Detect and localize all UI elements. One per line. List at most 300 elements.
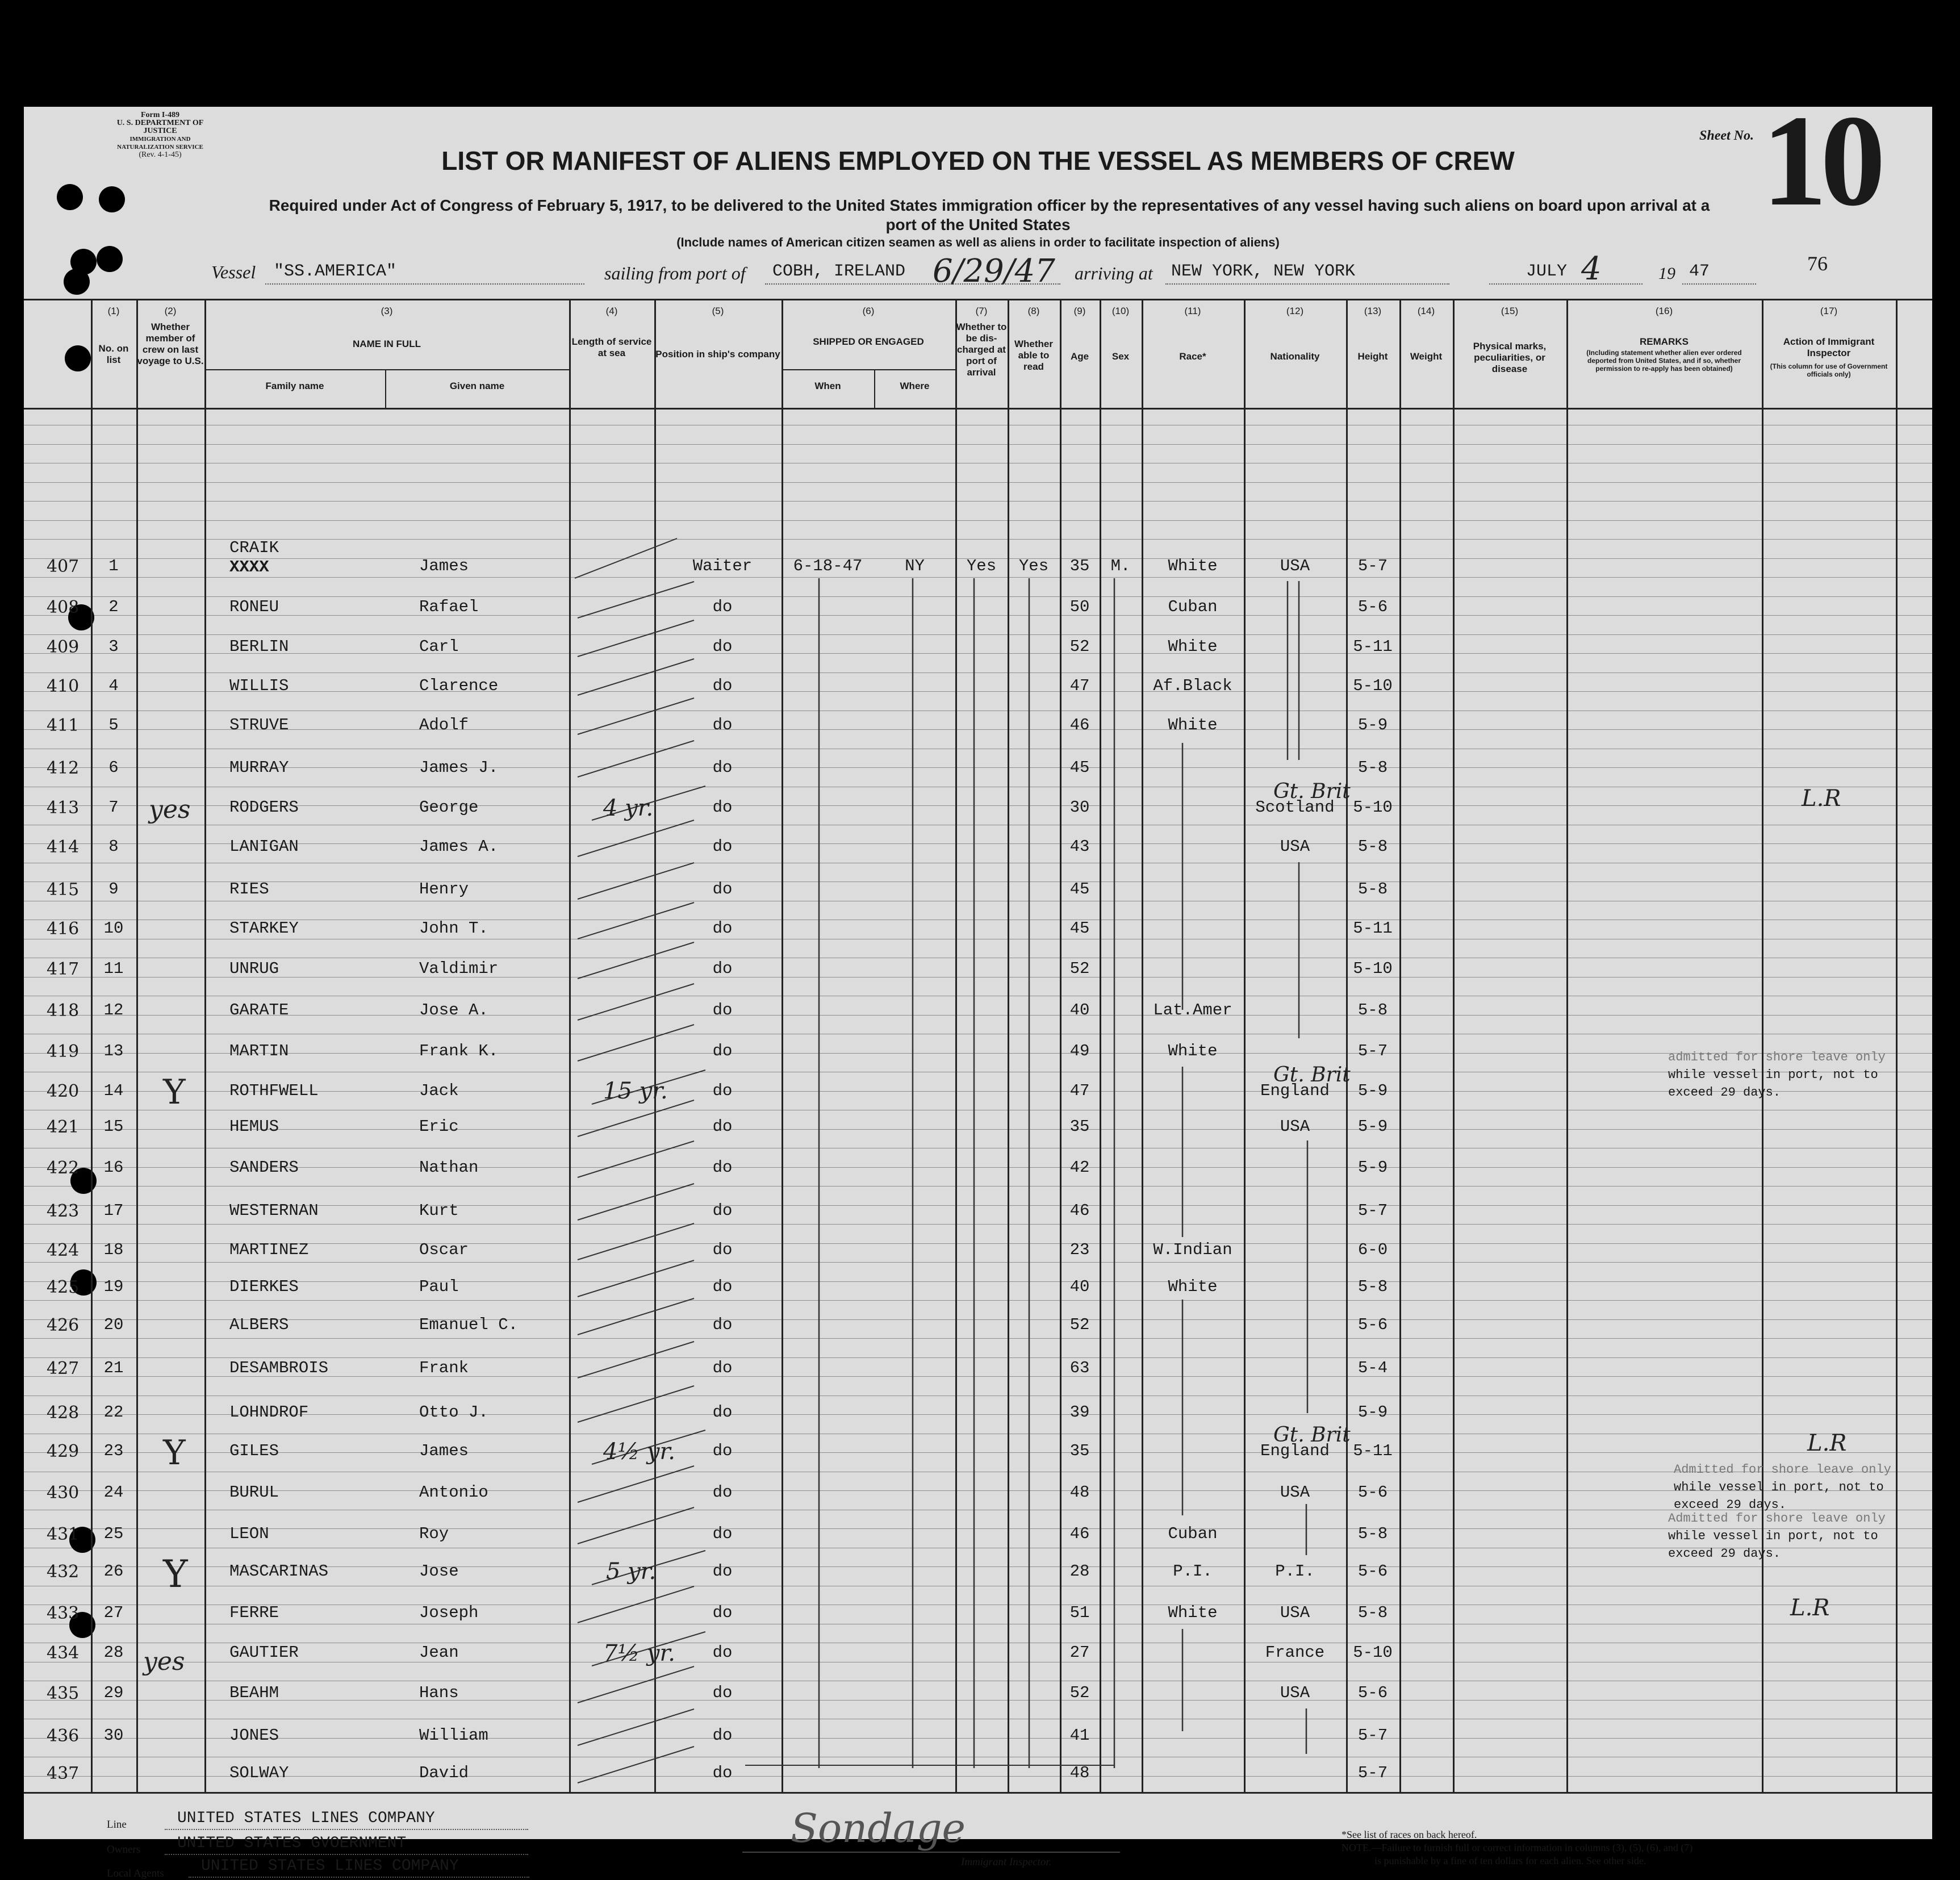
remarks-line: while vessel in port, not to [1674, 1480, 1884, 1494]
given-name: Jack [419, 1081, 459, 1100]
age: 47 [1069, 676, 1090, 695]
col-5-header: Position in ship's company [655, 349, 780, 360]
position: do [712, 1683, 733, 1702]
family-name: SANDERS [229, 1158, 299, 1177]
hw-service-23: 4½ yr. [603, 1439, 675, 1465]
age: 35 [1069, 1117, 1090, 1136]
family-name: DESAMBROIS [229, 1359, 329, 1377]
given-name: John T. [419, 919, 488, 938]
family-name: RONEU [229, 598, 279, 616]
race: White [1168, 637, 1218, 656]
hw-service-7: 4 yr. [603, 795, 654, 821]
penalty-note-2: is punishable by a fine of ten dollars for each alien. See other side. [1374, 1855, 1646, 1866]
family-name: LANIGAN [229, 837, 299, 856]
given-name: James [419, 557, 469, 575]
arrival-month: JULY [1526, 262, 1568, 281]
col-3-num: (3) [381, 306, 393, 316]
height: 5-11 [1353, 637, 1393, 656]
form-number: Form I-489 [140, 111, 180, 119]
family-name: BURUL [229, 1483, 279, 1502]
remarks-line: exceed 29 days. [1668, 1547, 1781, 1561]
family-name: FERRE [229, 1603, 279, 1622]
family-name: WESTERNAN [229, 1201, 319, 1220]
position: do [712, 1764, 733, 1782]
given-name-header: Given name [449, 381, 505, 391]
col-8-header: Whether able to read [1014, 339, 1053, 372]
page-stamp: 76 [1807, 252, 1828, 275]
given-name: Clarence [419, 676, 499, 695]
col-2-header: Whether member of crew on last voyage to U.S. [137, 321, 204, 366]
given-name: Jean [419, 1643, 459, 1662]
line-value: UNITED STATES LINES COMPANY [177, 1810, 435, 1827]
col-6-header: SHIPPED OR ENGAGED [813, 336, 924, 347]
position: do [712, 1240, 733, 1259]
height: 5-6 [1357, 1483, 1388, 1502]
dotted-rule [189, 1877, 529, 1878]
arrival-day: 4 [1581, 250, 1602, 287]
position: do [712, 1001, 733, 1020]
list-number: 16 [103, 1158, 124, 1177]
position: do [712, 1726, 733, 1745]
vessel-label: Vessel [211, 262, 256, 282]
col-4-header: Length of service at sea [571, 336, 652, 358]
list-number: 10 [103, 919, 124, 938]
col-1-num: (1) [107, 306, 120, 316]
given-name: James A. [419, 837, 499, 856]
hw-service-14: 15 yr. [603, 1078, 668, 1104]
page-line-ref: 425 [47, 1277, 80, 1297]
page-line-ref: 408 [47, 598, 80, 617]
list-number: 11 [103, 959, 124, 978]
given-name: William [419, 1726, 488, 1745]
height: 5-9 [1357, 716, 1388, 734]
age: 45 [1069, 880, 1090, 899]
remarks-line: admitted for shore leave only [1668, 1050, 1886, 1064]
age: 41 [1069, 1726, 1090, 1745]
age: 28 [1069, 1562, 1090, 1581]
age: 45 [1069, 758, 1090, 777]
list-number: 22 [103, 1403, 124, 1422]
position: do [712, 1562, 733, 1581]
given-name: Nathan [419, 1158, 479, 1177]
given-name: Oscar [419, 1240, 469, 1259]
family-name: ALBERS [229, 1315, 289, 1334]
page-line-ref: 429 [47, 1442, 80, 1461]
family-name: HEMUS [229, 1117, 279, 1136]
list-number: 24 [103, 1483, 124, 1502]
given-name: Carl [419, 637, 459, 656]
nationality: England [1260, 1081, 1330, 1100]
list-number: 2 [108, 598, 119, 616]
given-name: Kurt [419, 1201, 459, 1220]
remarks-line: Admitted for shore leave only [1674, 1463, 1891, 1477]
subtitle-2: port of the United States [885, 216, 1071, 233]
position: do [712, 1403, 733, 1422]
able-to-read: Yes [1018, 557, 1049, 575]
page-line-ref: 420 [47, 1081, 80, 1101]
page-line-ref: 433 [47, 1603, 80, 1623]
owners-value: UNITED STATES GVOERNMENT [177, 1835, 407, 1852]
height: 5-7 [1357, 1042, 1388, 1060]
col-16-num: (16) [1655, 306, 1673, 316]
nationality: USA [1280, 1603, 1310, 1622]
list-number: 6 [108, 758, 119, 777]
height: 5-10 [1353, 798, 1393, 817]
hw-yes-28: yes [143, 1647, 185, 1676]
service-name: IMMIGRATION AND NATURALIZATION SERVICE [117, 136, 203, 151]
sheet-label: Sheet No. [1699, 128, 1754, 143]
col-12-num: (12) [1286, 306, 1304, 316]
agents-label: Local Agents [107, 1868, 164, 1879]
page-line-ref: 426 [47, 1315, 80, 1335]
height: 5-9 [1357, 1403, 1388, 1422]
family-name: JONES [229, 1726, 279, 1745]
age: 45 [1069, 919, 1090, 938]
race: Cuban [1168, 598, 1218, 616]
age: 52 [1069, 1315, 1090, 1334]
family-name: GILES [229, 1442, 279, 1460]
given-name: Frank [419, 1359, 469, 1377]
table-bottom-rule [24, 1792, 1932, 1794]
col-16-subheader: (Including statement whether alien ever ordered deported from United States, and if so, whether permission to re-apply has been obtained) [1586, 349, 1742, 373]
position: do [712, 758, 733, 777]
hw-y-26: Y [163, 1552, 188, 1596]
height: 5-9 [1357, 1081, 1388, 1100]
age: 43 [1069, 837, 1090, 856]
hw-inspector-27: L.R [1790, 1595, 1830, 1621]
age: 40 [1069, 1001, 1090, 1020]
col-4-num: (4) [605, 306, 618, 316]
family-name: CRAIK [229, 538, 279, 557]
hw-nationality-14: Gt. Brit [1273, 1063, 1351, 1087]
given-name: Eric [419, 1117, 459, 1136]
hw-inspector-7: L.R [1802, 786, 1841, 812]
page-line-ref: 421 [47, 1117, 80, 1137]
remarks-stamp-3 [1668, 1510, 1886, 1563]
nationality: USA [1280, 557, 1310, 575]
agents-value: UNITED STATES LINES COMPANY [201, 1857, 459, 1875]
position: do [712, 1201, 733, 1220]
col-17-subheader: (This column for use of Government officials only) [1770, 362, 1888, 378]
family-name: WILLIS [229, 676, 289, 695]
list-number: 20 [103, 1315, 124, 1334]
height: 5-8 [1357, 837, 1388, 856]
page-line-ref: 411 [47, 716, 80, 736]
col-15-header: Physical marks, peculiarities, or disease [1473, 341, 1547, 374]
col-14-header: Weight [1410, 351, 1443, 362]
height: 5-8 [1357, 880, 1388, 899]
race: White [1168, 716, 1218, 734]
col-2-num: (2) [164, 306, 177, 316]
dotted-rule [165, 1854, 528, 1855]
age: 50 [1069, 598, 1090, 616]
list-number: 27 [103, 1603, 124, 1622]
given-name: Jose [419, 1562, 459, 1581]
given-name: Antonio [419, 1483, 488, 1502]
sheet-number: 10 [1762, 88, 1879, 233]
race: Af.Black [1153, 676, 1232, 695]
subtitle-3: (Include names of American citizen seamen as well as aliens in order to facilitate inspection of aliens) [676, 235, 1280, 249]
height: 5-10 [1353, 959, 1393, 978]
arriving-label: arriving at [1075, 263, 1153, 283]
given-name: James [419, 1442, 469, 1460]
age: 42 [1069, 1158, 1090, 1177]
height: 5-7 [1357, 1726, 1388, 1745]
given-name: Rafael [419, 598, 479, 616]
list-number: 17 [103, 1201, 124, 1220]
col-11-header: Race* [1179, 351, 1206, 362]
position: do [712, 1042, 733, 1060]
age: 52 [1069, 637, 1090, 656]
page-line-ref: 424 [47, 1240, 80, 1260]
list-number: 12 [103, 1001, 124, 1020]
family-name-header: Family name [265, 381, 324, 391]
list-number: 8 [108, 837, 119, 856]
position: do [712, 1359, 733, 1377]
remarks-line: exceed 29 days. [1668, 1085, 1781, 1100]
list-number: 5 [108, 716, 119, 734]
penalty-note: NOTE.—Failure to furnish full or correct information in columns (3), (5), (6), and (7) [1342, 1842, 1693, 1853]
family-name: ROTHFWELL [229, 1081, 319, 1100]
page-line-ref: 407 [47, 557, 80, 576]
position: do [712, 1483, 733, 1502]
revision: (Rev. 4-1-45) [139, 151, 182, 159]
col-15-num: (15) [1501, 306, 1519, 316]
family-name: DIERKES [229, 1277, 299, 1296]
list-number: 25 [103, 1524, 124, 1543]
remarks-line: exceed 29 days. [1674, 1498, 1787, 1512]
height: 5-11 [1353, 919, 1393, 938]
position: Waiter [692, 557, 753, 575]
family-name: MURRAY [229, 758, 289, 777]
position: do [712, 1603, 733, 1622]
family-name: SOLWAY [229, 1764, 289, 1782]
age: 49 [1069, 1042, 1090, 1060]
age: 35 [1069, 557, 1090, 575]
position: do [712, 837, 733, 856]
list-number: 30 [103, 1726, 124, 1745]
struck-family-name: XXXX [229, 558, 269, 576]
race: White [1168, 1042, 1218, 1060]
list-number: 1 [108, 557, 119, 575]
col-10-num: (10) [1111, 306, 1130, 316]
race: Cuban [1168, 1524, 1218, 1543]
page-line-ref: 409 [47, 637, 80, 657]
nationality: USA [1280, 1683, 1310, 1702]
col-13-num: (13) [1364, 306, 1382, 316]
page-line-ref: 436 [47, 1726, 80, 1746]
height: 5-7 [1357, 1764, 1388, 1782]
position: do [712, 959, 733, 978]
remarks-stamp-1 [1668, 1048, 1886, 1101]
page-line-ref: 416 [47, 919, 80, 939]
page-line-ref: 414 [47, 837, 80, 857]
pen-marks [24, 107, 1932, 1839]
hw-service-28: 7½ yr. [603, 1640, 675, 1666]
position: do [712, 716, 733, 734]
age: 48 [1069, 1764, 1090, 1782]
shipped-when: 6-18-47 [793, 557, 863, 575]
page-line-ref: 423 [47, 1201, 80, 1221]
height: 5-7 [1357, 1201, 1388, 1220]
height: 5-8 [1357, 758, 1388, 777]
nationality: England [1260, 1442, 1330, 1460]
signature-line [745, 1765, 1114, 1766]
year-prefix: 19 [1658, 264, 1675, 283]
position: do [712, 1081, 733, 1100]
race: White [1168, 557, 1218, 575]
age: 46 [1069, 1201, 1090, 1220]
list-number: 3 [108, 637, 119, 656]
col-11-num: (11) [1184, 306, 1201, 316]
page-line-ref: 422 [47, 1158, 80, 1178]
col-17-header: Action of Immigrant Inspector [1783, 336, 1875, 358]
given-name: Jose A. [419, 1001, 488, 1020]
signature-rule [742, 1852, 1120, 1853]
list-number: 19 [103, 1277, 124, 1296]
age: 39 [1069, 1403, 1090, 1422]
height: 5-6 [1357, 1315, 1388, 1334]
sailing-label: sailing from port of [604, 263, 746, 283]
service-strokes [575, 538, 705, 1783]
given-name: Paul [419, 1277, 459, 1296]
col-1-header: No. on list [98, 343, 129, 365]
col-13-header: Height [1357, 351, 1388, 362]
position: do [712, 598, 733, 616]
col-7-header: Whether to be dis-charged at port of arrival [956, 321, 1007, 378]
list-number: 28 [103, 1643, 124, 1662]
list-number: 26 [103, 1562, 124, 1581]
height: 5-8 [1357, 1277, 1388, 1296]
col-14-num: (14) [1417, 306, 1435, 316]
col-12-header: Nationality [1270, 351, 1320, 362]
age: 27 [1069, 1643, 1090, 1662]
given-name: Otto J. [419, 1403, 488, 1422]
nationality: P.I. [1275, 1562, 1315, 1581]
family-name: MASCARINAS [229, 1562, 329, 1581]
height: 5-8 [1357, 1603, 1388, 1622]
hw-y-14: Y [163, 1072, 186, 1112]
page-line-ref: 432 [47, 1562, 80, 1582]
col-16-header: REMARKS [1640, 336, 1689, 347]
height: 5-8 [1357, 1001, 1388, 1020]
age: 35 [1069, 1442, 1090, 1460]
family-name: STARKEY [229, 919, 299, 938]
height: 5-6 [1357, 1562, 1388, 1581]
family-name: BERLIN [229, 637, 289, 656]
hw-inspector-23: L.R [1807, 1430, 1847, 1456]
col-10-header: Sex [1111, 351, 1130, 362]
line-label: Line [107, 1819, 127, 1831]
family-name: RODGERS [229, 798, 299, 817]
position: do [712, 637, 733, 656]
position: do [712, 1117, 733, 1136]
col-3-header: NAME IN FULL [353, 339, 421, 349]
list-number: 29 [103, 1683, 124, 1702]
page-line-ref: 428 [47, 1403, 80, 1423]
height: 5-8 [1357, 1524, 1388, 1543]
ditto-lines [819, 578, 1307, 1768]
height: 5-9 [1357, 1158, 1388, 1177]
sailing-date: 6/29/47 [933, 253, 1055, 290]
race: P.I. [1173, 1562, 1213, 1581]
race: W.Indian [1153, 1240, 1232, 1259]
page-line-ref: 430 [47, 1483, 80, 1503]
col-7-num: (7) [975, 306, 988, 316]
height: 5-4 [1357, 1359, 1388, 1377]
nationality: France [1265, 1643, 1325, 1662]
family-name: LEON [229, 1524, 269, 1543]
hw-nationality-7: Gt. Brit [1273, 780, 1351, 803]
department: U. S. DEPARTMENT OF JUSTICE [116, 119, 204, 135]
page-line-ref: 419 [47, 1042, 80, 1062]
page-line-ref: 427 [47, 1359, 80, 1378]
given-name: David [419, 1764, 469, 1782]
age: 48 [1069, 1483, 1090, 1502]
page-line-ref: 418 [47, 1001, 80, 1021]
col-17-num: (17) [1820, 306, 1838, 316]
page-line-ref: 413 [47, 798, 80, 818]
hw-yes-7: yes [149, 795, 191, 824]
nationality: Scotland [1255, 798, 1335, 817]
remarks-line: Admitted for shore leave only [1668, 1511, 1886, 1526]
remarks-stamp-2 [1674, 1461, 1891, 1514]
height: 6-0 [1357, 1240, 1388, 1259]
list-number: 7 [108, 798, 119, 817]
position: do [712, 1158, 733, 1177]
col-6-num: (6) [862, 306, 875, 316]
age: 63 [1069, 1359, 1090, 1377]
inspector-signature: Sondage [791, 1805, 966, 1852]
vessel-name: "SS.AMERICA" [274, 262, 397, 281]
age: 23 [1069, 1240, 1090, 1259]
race: White [1168, 1277, 1218, 1296]
races-note: *See list of races on back hereof. [1342, 1829, 1477, 1840]
height: 5-6 [1357, 598, 1388, 616]
subtitle-1: Required under Act of Congress of February 5, 1917, to be delivered to the United States immigration officer by the representatives of any vessel having such aliens on board upon arrival at a [269, 197, 1710, 214]
race: Lat.Amer [1153, 1001, 1232, 1020]
nationality: USA [1280, 1117, 1310, 1136]
dotted-rule [165, 1829, 528, 1830]
given-name: Valdimir [419, 959, 499, 978]
family-name: GARATE [229, 1001, 289, 1020]
discharged: Yes [966, 557, 997, 575]
age: 52 [1069, 1683, 1090, 1702]
position: do [712, 1315, 733, 1334]
list-number: 4 [108, 676, 119, 695]
given-name: Roy [419, 1524, 449, 1543]
height: 5-6 [1357, 1683, 1388, 1702]
arrival-year: 47 [1689, 262, 1710, 281]
family-name: RIES [229, 880, 269, 899]
age: 40 [1069, 1277, 1090, 1296]
position: do [712, 676, 733, 695]
height: 5-10 [1353, 676, 1393, 695]
nationality: USA [1280, 1483, 1310, 1502]
page-line-ref: 410 [47, 676, 80, 696]
where-header: Where [900, 381, 930, 391]
page-line-ref: 434 [47, 1643, 80, 1663]
inspector-label: Immigrant Inspector. [961, 1856, 1052, 1868]
family-name: UNRUG [229, 959, 279, 978]
age: 47 [1069, 1081, 1090, 1100]
col-5-num: (5) [712, 306, 724, 316]
remarks-line: while vessel in port, not to [1668, 1068, 1878, 1082]
given-name: James J. [419, 758, 499, 777]
position: do [712, 919, 733, 938]
owners-label: Owners [107, 1844, 141, 1856]
given-name: Frank K. [419, 1042, 499, 1060]
